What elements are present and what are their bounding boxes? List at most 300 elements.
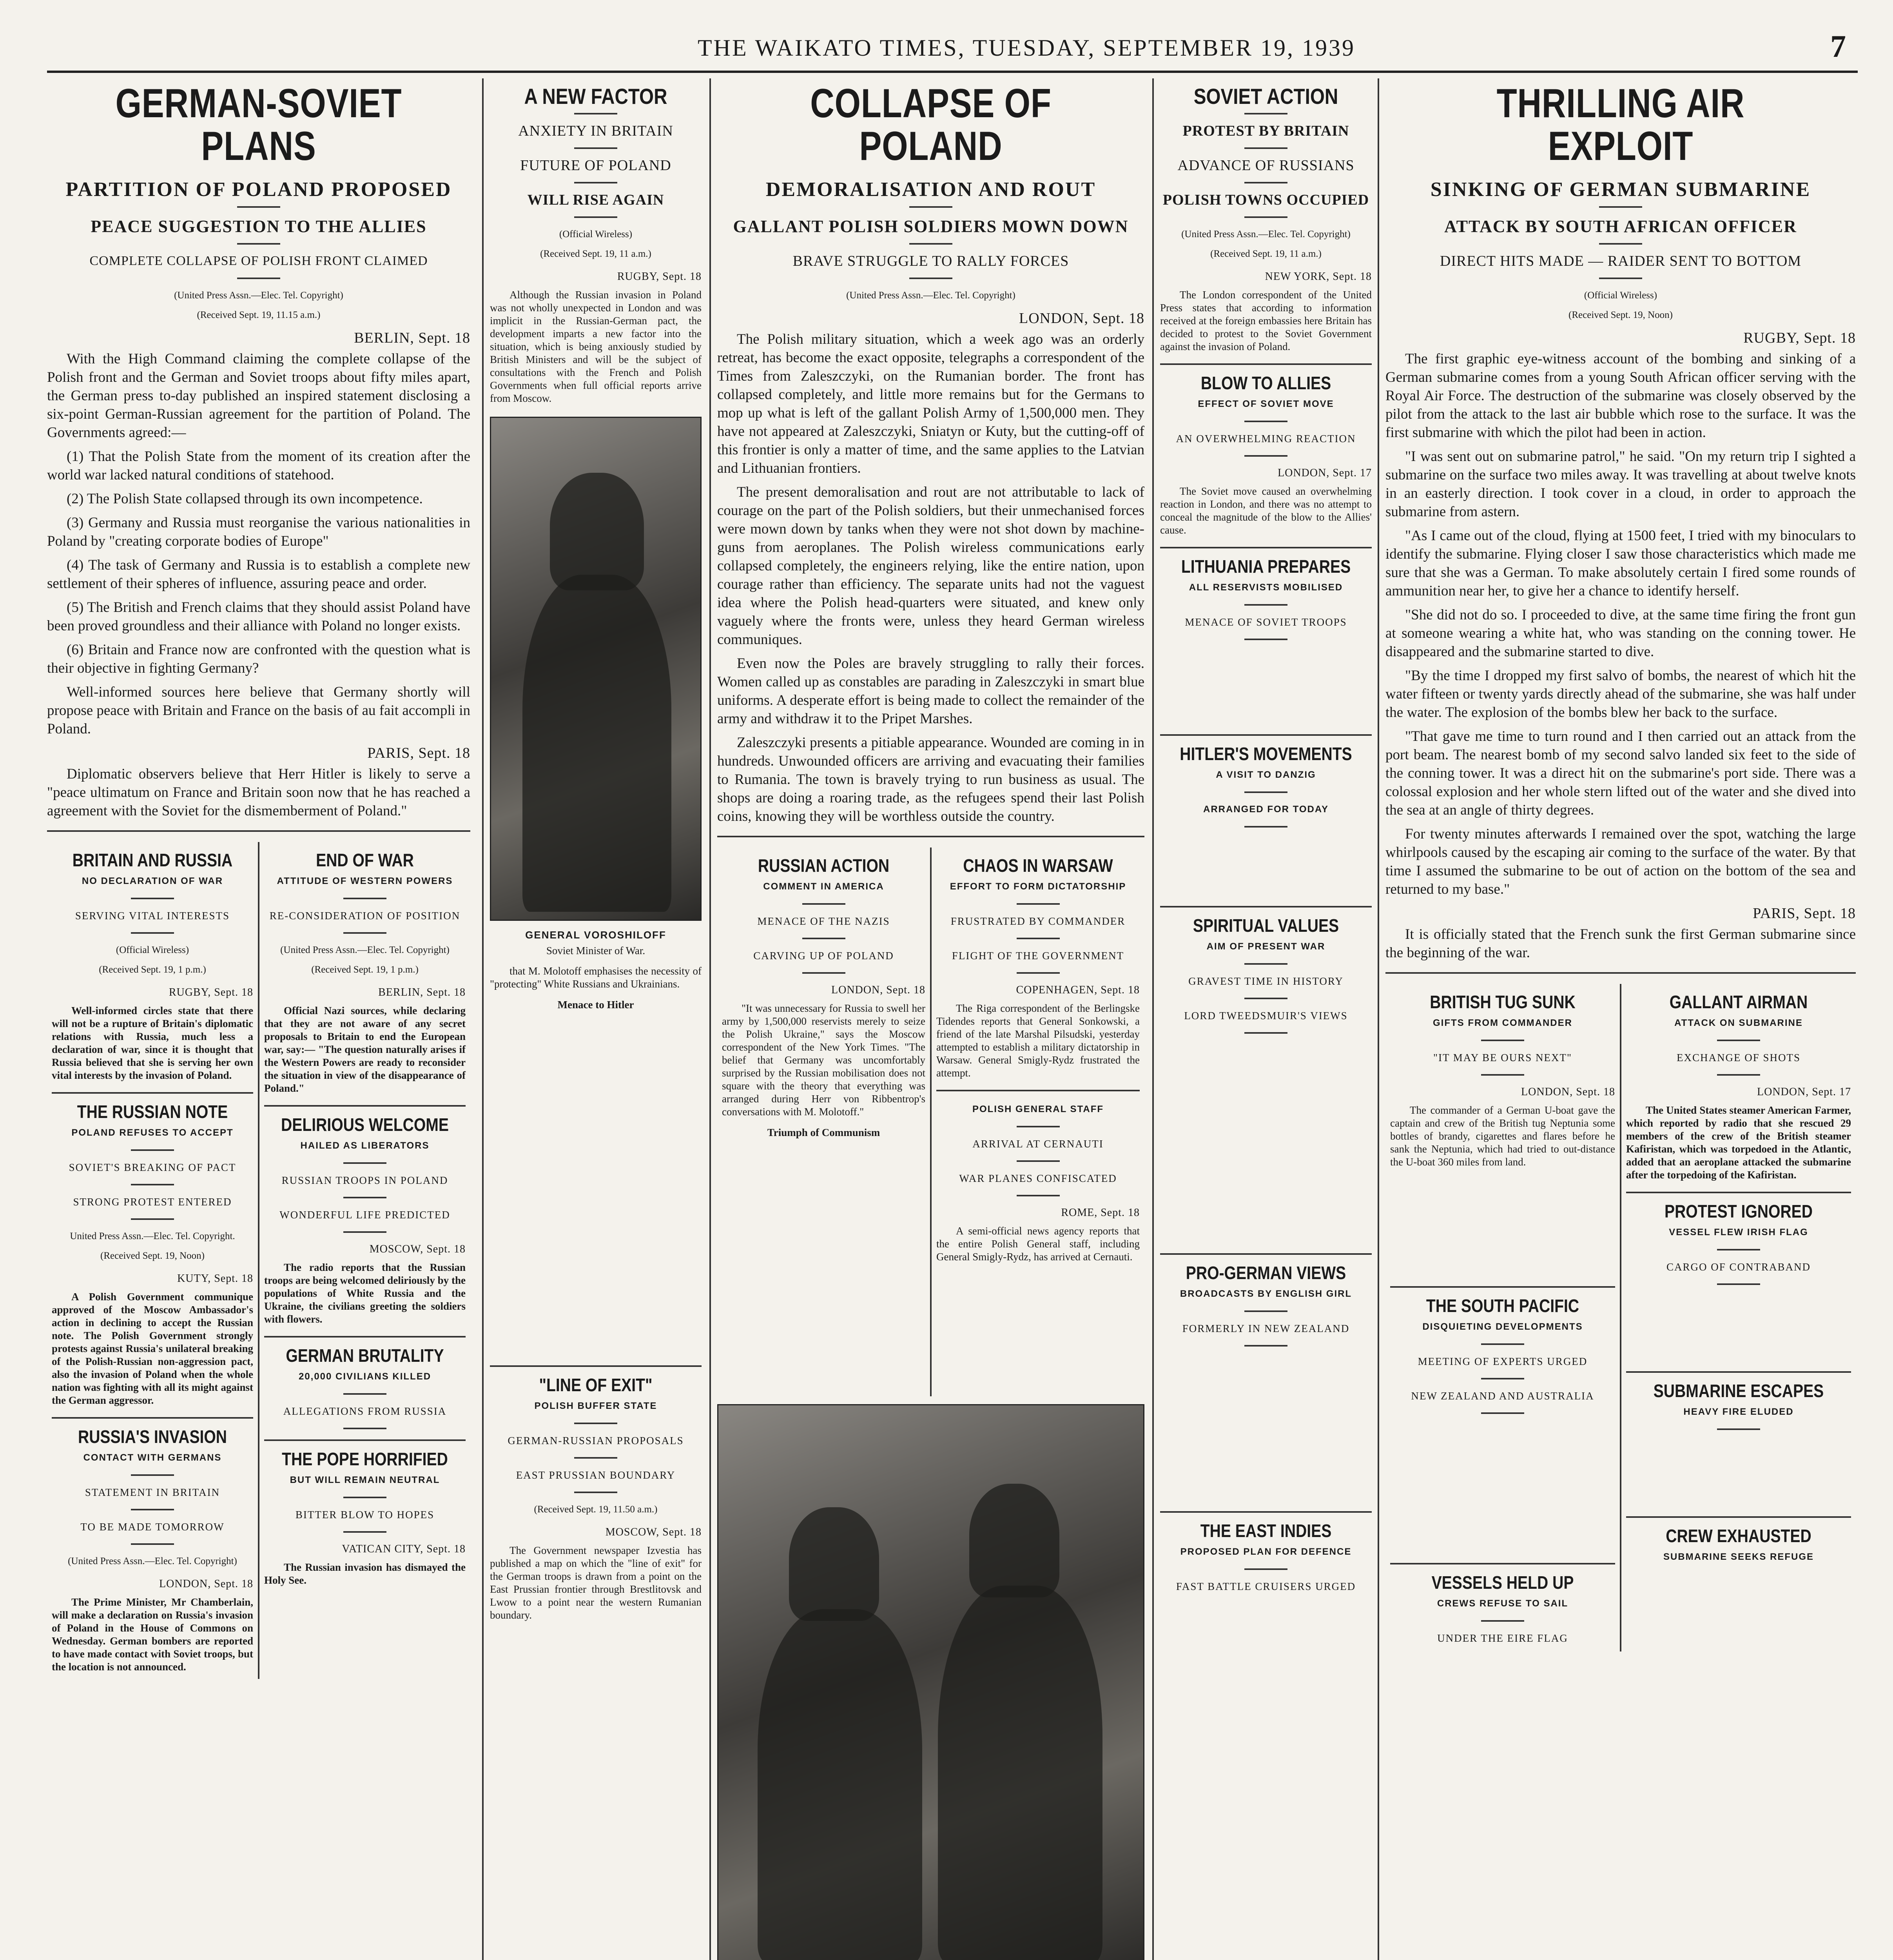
paragraph: Well-informed sources here believe that Germany shortly will propose peace with Britain and France on the basis of au fait accompli in Poland. [47, 684, 470, 737]
article-body [47, 350, 470, 738]
deck: VESSEL FLEW IRISH FLAG [1669, 1227, 1808, 1238]
sub-column-left [1385, 984, 1620, 1651]
deck: FLIGHT OF THE GOVERNMENT [952, 950, 1124, 962]
divider [1244, 998, 1287, 999]
credit-line: (United Press Assn.—Elec. Tel. Copyright) [846, 290, 1015, 301]
paragraph: (6) Britain and France now are confronted with the question what is their objective in fighting Germany? [47, 642, 470, 677]
article-heading: HITLER'S MOVEMENTS [1180, 744, 1352, 764]
article-heading: BLOW TO ALLIES [1200, 373, 1331, 393]
divider [1244, 1032, 1287, 1034]
article-heading: RUSSIA'S INVASION [78, 1426, 227, 1447]
divider [1626, 1192, 1851, 1193]
deck: WAR PLANES CONFISCATED [959, 1172, 1117, 1185]
deck: FAST BATTLE CRUISERS URGED [1176, 1581, 1356, 1592]
dateline: ROME, Sept. 18 [1061, 1207, 1140, 1219]
subhead: PARTITION OF POLAND PROPOSED [65, 178, 452, 201]
article-body [490, 1544, 702, 1622]
divider [1160, 734, 1372, 736]
deck: EFFECT OF SOVIET MOVE [1198, 399, 1334, 409]
article-body [1385, 925, 1856, 962]
divider [1017, 938, 1060, 939]
paragraph: "She did not do so. I proceeded to dive, at the same time firing the front gun at someone wearing a white hat, who was standing on the conning tower. He disappeared and the submarine started to dive. [1385, 607, 1856, 660]
divider [909, 243, 952, 245]
article-body [52, 1004, 253, 1082]
sub-columns [717, 848, 1144, 1396]
deck: A VISIT TO DANZIG [1216, 769, 1316, 780]
credit-line: (United Press Assn.—Elec. Tel. Copyright) [1181, 229, 1351, 240]
divider [1244, 963, 1287, 965]
deck: POLISH BUFFER STATE [534, 1401, 657, 1411]
column-rule [1152, 78, 1154, 1960]
article-heading: DELIRIOUS WELCOME [281, 1114, 449, 1135]
deck: CREWS REFUSE TO SAIL [1437, 1598, 1568, 1609]
page-number: 7 [1830, 29, 1846, 64]
divider [1717, 1249, 1760, 1250]
deck: WONDERFUL LIFE PREDICTED [279, 1209, 450, 1221]
article-heading: THE SOUTH PACIFIC [1426, 1296, 1579, 1316]
figure-shape [550, 473, 644, 590]
dateline: LONDON, Sept. 17 [1278, 467, 1372, 479]
article-heading: SOVIET ACTION [1193, 84, 1338, 109]
article-heading: THE EAST INDIES [1200, 1521, 1332, 1541]
divider [1244, 826, 1287, 828]
article-body [52, 1290, 253, 1407]
dateline: MOSCOW, Sept. 18 [369, 1243, 466, 1256]
dateline: RUGBY, Sept. 18 [617, 270, 702, 283]
deck: BITTER BLOW TO HOPES [295, 1509, 435, 1521]
divider [1017, 1195, 1060, 1196]
paragraph: It is officially stated that the French sunk the first German submarine since the beginning of the war. [1385, 926, 1856, 961]
paragraph: The Polish military situation, which a week ago was an orderly retreat, has become the exact opposite, telegraphs a correspondent of the Times from Zaleszczyki, on the Rumanian border. The front has collapsed completely, and little more remains but for the Germans to mop up what is left of the gallant Polish Army of 1,500,000 men. They have not appeared at Zaleszczyki, Sniatyn or Kuty, but the cutting-off of this frontier is only a matter of time, and the same applies to the Latvian and Lithuanian frontiers. [717, 331, 1144, 477]
figure-shape [789, 1507, 879, 1621]
dateline: LONDON, Sept. 18 [1019, 310, 1144, 327]
divider [1481, 1378, 1524, 1379]
paragraph: Even now the Poles are bravely struggling to rally their forces. Women called up as constables are parading in Zaleszczyki in smart blue uniforms. A desperate effort is being made to collect the remainder of the army and withdraw it to the Pripet Marshes. [717, 655, 1144, 727]
paragraph: "It was unnecessary for Russia to swell her army by 1,500,000 reservists merely to seize the Polish Ukraine," says the Moscow correspondent of the New York Times. "The belief that Germany was uncomfortably surprised by the Russian mobilisation does not square with the theory that everything was arranged during Herr von Ribbentrop's conversations with M. Molotoff." [722, 1002, 925, 1118]
subhead: BRAVE STRUGGLE TO RALLY FORCES [792, 253, 1069, 270]
divider [131, 898, 174, 899]
deck: ATTITUDE OF WESTERN POWERS [277, 876, 453, 887]
divider [131, 1218, 174, 1220]
article-german-soviet-plans [47, 78, 470, 1960]
divider [131, 1474, 174, 1476]
divider [1481, 1040, 1524, 1041]
paragraph: The Soviet move caused an overwhelming reaction in London, and there was no attempt to conceal the magnitude of the blow to the Allies' cause. [1160, 485, 1372, 536]
divider [343, 898, 386, 899]
headline: GERMAN-SOVIET PLANS [115, 81, 402, 169]
paragraph: "By the time I dropped my first salvo of bombs, the nearest of which hit the water fifteen or twenty yards directly ahead of the submarine, she was half under the water. The explosion of the bombs blew her back to the surface. [1385, 668, 1856, 721]
divider [131, 1149, 174, 1151]
divider [1717, 1283, 1760, 1285]
article-heading: LITHUANIA PREPARES [1181, 556, 1351, 577]
article-heading: THE RUSSIAN NOTE [77, 1102, 228, 1122]
divider [1160, 1253, 1372, 1255]
divider [1244, 182, 1287, 183]
divider [264, 1439, 466, 1441]
divider [909, 206, 952, 208]
paragraph: The United States steamer American Farmer, which reported by radio that she rescued 29 members of the crew of the British steamer Kafiristan, which was torpedoed in the Atlantic, added that an aeroplane attacked the submarine after the torpedoing of the Kafiristan. [1626, 1104, 1851, 1181]
dateline: KUTY, Sept. 18 [177, 1272, 253, 1285]
paragraph: The Government newspaper Izvestia has published a map on which the "line of exit" for the German troops is drawn from a point on the East Prussian frontier through Brestlitovsk and Lwow to a point near the western Rumanian boundary. [490, 1544, 702, 1621]
deck: BUT WILL REMAIN NEUTRAL [290, 1475, 440, 1486]
subhead: GALLANT POLISH SOLDIERS MOWN DOWN [733, 217, 1129, 236]
article-body [1390, 1104, 1615, 1169]
dateline: RUGBY, Sept. 18 [1743, 330, 1856, 347]
article-body [264, 1561, 466, 1587]
deck: CARVING UP OF POLAND [753, 950, 894, 962]
article-heading: A NEW FACTOR [524, 84, 667, 109]
article-body [1626, 1104, 1851, 1181]
deck: DISQUIETING DEVELOPMENTS [1422, 1321, 1583, 1332]
caption-text: Soviet Minister of War. [546, 945, 646, 956]
sub-column-right [1621, 984, 1856, 1651]
article-soviet-action [1160, 78, 1372, 1960]
divider [574, 1423, 617, 1424]
divider [1717, 1428, 1760, 1430]
deck: PROTEST BY BRITAIN [1182, 123, 1349, 139]
subhead: DIRECT HITS MADE — RAIDER SENT TO BOTTOM [1440, 253, 1802, 270]
divider [1599, 206, 1642, 208]
credit-line: (Official Wireless) [1584, 290, 1657, 301]
article-a-new-factor [490, 78, 702, 1960]
divider [1481, 1074, 1524, 1076]
paragraph: The first graphic eye-witness account of the bombing and sinking of a German submarine comes from a young South African officer serving with the Royal Air Force. The destruction of the submarine was closely observed by the pilot from the attack to the last air bubble which rose to the surface. It was the first submarine with which the pilot had been in action. [1385, 351, 1856, 441]
received-line: (Received Sept. 19, Noon) [1568, 310, 1673, 321]
paragraph: The Prime Minister, Mr Chamberlain, will make a declaration on Russia's invasion of Poland in the House of Commons on Wednesday. German bombers are reported to have made contact with Soviet troops, but the location is not announced. [52, 1596, 253, 1673]
paragraph: The commander of a German U-boat gave the captain and crew of the British tug Neptunia some bottles of brandy, cigarettes and flares before he sank the Neptunia, which had tried to out-distance the U-boat 360 miles from land. [1390, 1104, 1615, 1168]
article-heading: VESSELS HELD UP [1431, 1572, 1574, 1593]
divider [1017, 1160, 1060, 1162]
deck: ALLEGATIONS FROM RUSSIA [283, 1405, 447, 1417]
headline: THRILLING AIR EXPLOIT [1496, 81, 1745, 169]
deck: POLISH TOWNS OCCUPIED [1162, 192, 1369, 208]
article-thrilling-air-exploit [1385, 78, 1856, 1960]
deck: LORD TWEEDSMUIR'S VIEWS [1184, 1010, 1348, 1022]
deck: HEAVY FIRE ELUDED [1683, 1406, 1794, 1417]
deck: SOVIET'S BREAKING OF PACT [69, 1161, 236, 1174]
article-body [490, 965, 702, 991]
deck: MENACE OF SOVIET TROOPS [1185, 616, 1347, 628]
deck: ANXIETY IN BRITAIN [518, 123, 673, 139]
column-rule [1378, 78, 1379, 1960]
paragraph: "That gave me time to turn round and I then carried out an attack from the port beam. The nearest bomb of my second salvo landed six feet to the side of the conning tower. It was a direct hit on the submarine's port side. There was a colossal explosion and her whole stern lifted out of the water and she dived into the sea at an angle of thirty degrees. [1385, 728, 1856, 818]
deck: EXCHANGE OF SHOTS [1676, 1052, 1801, 1064]
subhead: SINKING OF GERMAN SUBMARINE [1430, 178, 1811, 201]
divider [237, 278, 280, 279]
article-body [47, 765, 470, 820]
article-body [1160, 289, 1372, 353]
divider [1717, 1074, 1760, 1076]
divider [237, 243, 280, 245]
article-heading: SUBMARINE ESCAPES [1653, 1381, 1824, 1401]
deck: EAST PRUSSIAN BOUNDARY [516, 1469, 676, 1481]
deck: GRAVEST TIME IN HISTORY [1188, 975, 1344, 987]
divider [574, 113, 617, 114]
paragraph: The Russian invasion has dismayed the Holy See. [264, 1561, 466, 1586]
divider [1160, 906, 1372, 907]
sub-heading: Menace to Hitler [557, 999, 634, 1011]
divider [802, 972, 845, 974]
received-line: (Received Sept. 19, 1 p.m.) [99, 964, 206, 975]
article-heading: PROTEST IGNORED [1664, 1201, 1813, 1222]
paragraph: The Riga correspondent of the Berlingske Tidendes reports that General Sonkowski, a friend of the late Marshal Pilsudski, yesterday attempted to establish a military dictatorship in Warsaw. General Smigly-Rydz frustrated the attempt. [936, 1002, 1140, 1079]
divider [909, 278, 952, 279]
divider [1244, 604, 1287, 606]
article-collapse-of-poland [717, 78, 1144, 1960]
divider [574, 182, 617, 183]
divider [1244, 1310, 1287, 1312]
figure-shape [758, 1609, 922, 1960]
divider [1481, 1343, 1524, 1345]
article-body [722, 1002, 925, 1118]
divider [131, 932, 174, 934]
deck: CONTACT WITH GERMANS [83, 1452, 222, 1463]
received-line: (Received Sept. 19, 11 a.m.) [540, 249, 651, 259]
sub-column-right [259, 842, 470, 1679]
deck: FORMERLY IN NEW ZEALAND [1182, 1323, 1350, 1334]
deck: PROPOSED PLAN FOR DEFENCE [1180, 1546, 1352, 1557]
dateline: NEW YORK, Sept. 18 [1265, 270, 1372, 283]
divider [936, 1090, 1140, 1091]
subhead: COMPLETE COLLAPSE OF POLISH FRONT CLAIMED [89, 254, 428, 269]
divider [1244, 1345, 1287, 1347]
divider [802, 938, 845, 939]
paragraph: The radio reports that the Russian troops are being welcomed deliriously by the populations of White Russia and the Ukraine, the civilians greeting the soldiers with flowers. [264, 1261, 466, 1325]
deck: MEETING OF EXPERTS URGED [1418, 1356, 1588, 1368]
divider [717, 836, 1144, 837]
paragraph: (1) That the Polish State from the moment of its creation after the world war lacked natural conditions of statehood. [47, 448, 470, 483]
paragraph: Zaleszczyki presents a pitiable appearance. Wounded are coming in in hundreds. Unwounded officers are arriving and evacuating their families to Rumania. The town is bravely trying to run business as usual. The shops are doing a roaring trade, as the refugees spend their last Polish coins, knowing they will be worthless outside the country. [717, 735, 1144, 825]
deck: UNDER THE EIRE FLAG [1437, 1632, 1568, 1644]
headline: COLLAPSE OF POLAND [810, 81, 1052, 169]
divider [131, 1184, 174, 1185]
article-heading: CREW EXHAUSTED [1666, 1526, 1811, 1546]
dateline: COPENHAGEN, Sept. 18 [1016, 984, 1140, 996]
credit-line: (Official Wireless) [559, 229, 633, 240]
divider [1390, 1563, 1615, 1564]
divider [343, 1531, 386, 1533]
divider [802, 903, 845, 905]
deck: SUBMARINE SEEKS REFUGE [1663, 1552, 1814, 1563]
column-rule [482, 78, 484, 1960]
deck: ARRIVAL AT CERNAUTI [972, 1138, 1104, 1150]
dateline: PARIS, Sept. 18 [1753, 905, 1856, 922]
sub-columns [47, 842, 470, 1679]
deck: GERMAN-RUSSIAN PROPOSALS [508, 1435, 684, 1446]
divider [1244, 1568, 1287, 1570]
divider [343, 1497, 386, 1498]
article-heading: THE POPE HORRIFIED [282, 1449, 448, 1470]
article-body [717, 330, 1144, 826]
paragraph: With the High Command claiming the complete collapse of the Polish front and the German and Soviet troops about fifty miles apart, the German press to-day published an inspired statement disclosing a six-point German-Russian agreement for the partition of Poland. The Governments agreed:— [47, 351, 470, 441]
article-heading: BRITAIN AND RUSSIA [72, 850, 233, 871]
credit-line: United Press Assn.—Elec. Tel. Copyright. [70, 1231, 235, 1242]
deck: FUTURE OF POLAND [520, 157, 671, 174]
deck: TO BE MADE TOMORROW [80, 1521, 225, 1533]
figure-shape [969, 1484, 1059, 1597]
deck: STATEMENT IN BRITAIN [85, 1486, 220, 1499]
divider [1160, 363, 1372, 365]
dateline: LONDON, Sept. 18 [1521, 1086, 1615, 1098]
divider [1385, 972, 1856, 974]
sub-column-right [932, 848, 1144, 1396]
deck: POLAND REFUSES TO ACCEPT [71, 1127, 234, 1138]
divider [52, 1417, 253, 1419]
dateline: PARIS, Sept. 18 [367, 745, 470, 762]
divider [264, 1336, 466, 1338]
divider [1160, 547, 1372, 548]
credit-line: (Official Wireless) [116, 945, 189, 956]
article-body [264, 1261, 466, 1326]
paragraph: (3) Germany and Russia must reorganise the various nationalities in Poland by "creating corporate bodies of Europe" [47, 515, 470, 550]
deck: FRUSTRATED BY COMMANDER [950, 915, 1126, 927]
divider [1017, 972, 1060, 974]
sub-heading: Triumph of Communism [767, 1127, 880, 1139]
article-heading: END OF WAR [316, 850, 414, 871]
deck: HAILED AS LIBERATORS [300, 1140, 430, 1151]
dateline: MOSCOW, Sept. 18 [605, 1526, 702, 1538]
deck: SERVING VITAL INTERESTS [75, 910, 230, 922]
deck: NEW ZEALAND AND AUSTRALIA [1411, 1390, 1594, 1402]
divider [1481, 1620, 1524, 1622]
deck: NO DECLARATION OF WAR [82, 876, 223, 887]
deck: WILL RISE AGAIN [527, 192, 664, 208]
dateline: LONDON, Sept. 18 [159, 1578, 253, 1590]
divider [490, 1365, 702, 1367]
deck: AN OVERWHELMING REACTION [1176, 433, 1356, 445]
divider [47, 830, 470, 832]
divider [1160, 1511, 1372, 1513]
deck: EFFORT TO FORM DICTATORSHIP [950, 881, 1126, 892]
paragraph: The London correspondent of the United Press states that according to information received at the foreign embassies here Britain has decided to protest to the Soviet Government against the invasion of Poland. [1160, 289, 1372, 352]
divider [1717, 1040, 1760, 1041]
paragraph: Official Nazi sources, while declaring that they are not aware of any secret proposals to Britain to end the European war, say:— "The question naturally arises if the Western Powers are ready to reconsider the situation in view of the disappearance of Poland." [264, 1005, 466, 1094]
photo-voroshiloff [490, 417, 702, 921]
deck: ALL RESERVISTS MOBILISED [1189, 582, 1343, 593]
paragraph: The present demoralisation and rout are not attributable to lack of courage on the part of the Polish soldiers, but their unmechanised forces were mown down by tanks when they were not shot down by machine-guns from aeroplanes. The Polish wireless communications early collapsed completely, the engineers relying, like the entire nation, upon courage rather than efficiency. The separate units had not the vaguest idea where the Polish head-quarters were situated, and knew only vaguely where the fronts were, unless they heard German wireless communiques. [717, 484, 1144, 648]
divider [1626, 1516, 1851, 1518]
paragraph: (5) The British and French claims that they should assist Poland have been proved groundless and their alliance with Poland no longer exists. [47, 599, 470, 634]
deck: AIM OF PRESENT WAR [1206, 941, 1325, 952]
divider [237, 206, 280, 208]
article-body [1160, 485, 1372, 537]
credit-line: (United Press Assn.—Elec. Tel. Copyright) [68, 1556, 237, 1567]
dateline: BERLIN, Sept. 18 [354, 330, 470, 347]
divider [343, 1428, 386, 1429]
deck: GIFTS FROM COMMANDER [1433, 1018, 1572, 1029]
dateline: LONDON, Sept. 18 [831, 984, 925, 996]
received-line: (Received Sept. 19, 11 a.m.) [1210, 249, 1322, 259]
credit-line: (United Press Assn.—Elec. Tel. Copyright) [280, 945, 450, 956]
divider [574, 147, 617, 149]
deck: 20,000 CIVILIANS KILLED [298, 1371, 432, 1382]
article-heading: RUSSIAN ACTION [758, 855, 890, 876]
sub-column-left [47, 842, 258, 1679]
received-line: (Received Sept. 19, 11.50 a.m.) [534, 1504, 658, 1515]
article-heading: "LINE OF EXIT" [539, 1375, 653, 1395]
divider [1626, 1371, 1851, 1373]
figure-shape [522, 575, 671, 912]
divider [574, 1457, 617, 1459]
deck: BROADCASTS BY ENGLISH GIRL [1180, 1289, 1352, 1299]
masthead [47, 27, 1858, 73]
paragraph: "I was sent out on submarine patrol," he said. "On my return trip I sighted a submarine on the surface two miles away. It was travelling at about twelve knots in an easterly direction. I took cover in a cloud, in order to approach the submarine from astern. [1385, 448, 1856, 520]
received-line: (Received Sept. 19, 11.15 a.m.) [197, 310, 321, 321]
photo-caption [490, 927, 702, 958]
divider [131, 1509, 174, 1510]
article-body [1385, 350, 1856, 898]
divider [1599, 278, 1642, 279]
paragraph: Although the Russian invasion in Poland was not wholly unexpected in London and was implicit in the Russian-German pact, the development imparts a new factor into the situation, which is being anxiously studied by British Ministers and will be the subject of consultations with the French and Polish Governments when full official reports arrive from Moscow. [490, 289, 702, 404]
deck: STRONG PROTEST ENTERED [73, 1196, 232, 1208]
dateline: VATICAN CITY, Sept. 18 [342, 1543, 466, 1555]
divider [343, 932, 386, 934]
divider [1017, 1126, 1060, 1127]
article-body [936, 1002, 1140, 1080]
deck: RUSSIAN TROOPS IN POLAND [281, 1174, 448, 1187]
paragraph: (2) The Polish State collapsed through its own incompetence. [67, 491, 423, 507]
dateline: BERLIN, Sept. 18 [378, 986, 466, 999]
deck: RE-CONSIDERATION OF POSITION [269, 910, 461, 922]
paragraph: (4) The task of Germany and Russia is to establish a complete new settlement of their spheres of influence, assuring peace and order. [47, 557, 470, 592]
figure-shape [938, 1586, 1102, 1960]
divider [131, 1543, 174, 1545]
deck: ARRANGED FOR TODAY [1203, 804, 1329, 815]
subhead: DEMORALISATION AND ROUT [765, 178, 1096, 201]
received-line: (Received Sept. 19, 1 p.m.) [311, 964, 419, 975]
deck: POLISH GENERAL STAFF [972, 1104, 1104, 1115]
article-heading: GERMAN BRUTALITY [286, 1345, 444, 1366]
article-body [490, 289, 702, 405]
article-heading: BRITISH TUG SUNK [1430, 992, 1576, 1013]
paragraph: Diplomatic observers believe that Herr Hitler is likely to serve a "peace ultimatum on France and Britain soon now that he has reached a agreement with the Soviet for the dismemberment of Poland." [47, 766, 470, 819]
column-rule [709, 78, 711, 1960]
deck: ADVANCE OF RUSSIANS [1177, 157, 1354, 174]
sub-column-left [717, 848, 930, 1396]
divider [1017, 903, 1060, 905]
divider [1244, 455, 1287, 457]
divider [1599, 243, 1642, 245]
divider [343, 1197, 386, 1198]
divider [1244, 791, 1287, 793]
received-line: (Received Sept. 19, Noon) [100, 1250, 205, 1261]
subhead: ATTACK BY SOUTH AFRICAN OFFICER [1444, 217, 1797, 236]
article-heading: SPIRITUAL VALUES [1193, 915, 1339, 936]
divider [343, 1393, 386, 1395]
article-body [936, 1225, 1140, 1263]
deck: CARGO OF CONTRABAND [1666, 1261, 1811, 1273]
dateline: RUGBY, Sept. 18 [169, 986, 253, 999]
subhead: PEACE SUGGESTION TO THE ALLIES [91, 217, 427, 236]
paragraph: Well-informed circles state that there will not be a rupture of Britain's diplomatic relations with Russia, much less a declaration of war, since it is thought that Russia believed that she is serving her own vital interests by the invasion of Poland. [52, 1005, 253, 1082]
divider [1244, 147, 1287, 149]
caption-name: GENERAL VOROSHILOFF [525, 929, 666, 941]
divider [1481, 1412, 1524, 1414]
deck: COMMENT IN AMERICA [763, 881, 884, 892]
paragraph: For twenty minutes afterwards I remained over the spot, watching the large whirlpools caused by the escaping air coming to the surface of the water. By that time I assumed the submarine to be out of action on the bottom of the sea and returned to my base." [1385, 826, 1856, 898]
paragraph: A Polish Government communique approved of the Moscow Ambassador's action in declining to accept the Russian note. The Polish Government strongly protests against Russia's unilateral breaking of the Polish-Russian non-aggression pact, also the invasion of Poland when the whole nation was fighting with all its might against the German aggressor. [52, 1291, 253, 1406]
divider [52, 1092, 253, 1094]
deck: "IT MAY BE OURS NEXT" [1433, 1052, 1572, 1064]
divider [574, 216, 617, 218]
divider [1244, 216, 1287, 218]
article-body [264, 1004, 466, 1095]
paragraph: A semi-official news agency reports that the entire Polish General staff, including General Smigly-Rydz, has arrived at Cernauti. [936, 1225, 1140, 1263]
article-body [52, 1596, 253, 1673]
divider [343, 1162, 386, 1164]
paper-title: THE WAIKATO TIMES, TUESDAY, SEPTEMBER 19, 1939 [698, 35, 1356, 61]
divider [1244, 113, 1287, 114]
